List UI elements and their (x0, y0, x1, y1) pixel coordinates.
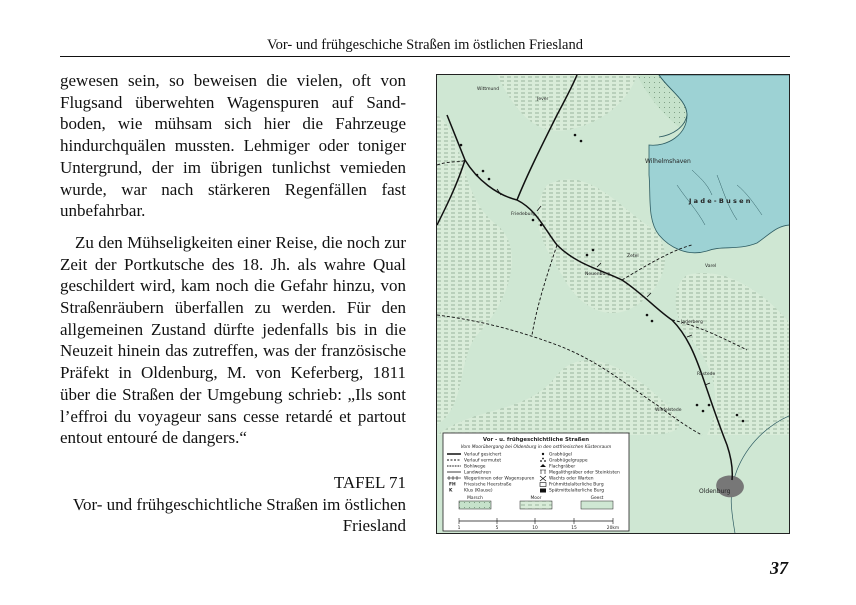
paragraph-2: Zu den Mühseligkeiten einer Reise, die noch zur Zeit der Portkutsche des 18. Jh. als wahre Qual geschildert wird, kam noch die Gefahr hinzu, von Straßenräubern überfallen zu werden. Für den allgemeinen Zustand dürfte jedenfalls bis in die Neuzeit hinein das zutreffen, was der französische Präfekt in Oldenburg, M. von Keferberg, 1811 über die Straßen der Umgebung schrieb: „Ils sont l’effroi du voyageur sans cesse retardé et partout entout entouré de dangers.“ (60, 232, 406, 448)
label-jaderberg: Jaderberg (681, 320, 703, 325)
label-zetel: Zetel (627, 254, 639, 259)
legend-title: Vor - u. frühgeschichtliche Straßen (482, 437, 590, 443)
running-header: Vor- und frühgeschiche Straßen im östlichen Friesland (267, 37, 583, 53)
legend-soil-geest: Geest (590, 496, 604, 501)
plate-title: Vor- und frühgeschichtliche Straßen im östlichen Friesland (72, 494, 406, 536)
label-oldenburg: Oldenburg (699, 488, 731, 495)
legend-right-1: Grabhügelgruppe (549, 458, 588, 464)
paragraph-1: gewesen sein, so beweisen die vielen, oft von Flugsand überwehten Wagenspuren auf Sandboden, wie mühsam sich hier die Fahrzeuge hindurchquälen mussten. Lehmiger oder toniger Untergrund, der im übrigen tunlichst vemieden wurde, war nach stärkeren Regenfällen fast unbefahrbar. (60, 71, 406, 221)
legend-soil-moor: Moor (530, 496, 542, 501)
label-wilhelmshaven: Wilhelmshaven (645, 158, 691, 165)
body-text-column (60, 70, 406, 449)
legend-right-6: Spätmittelalterliche Burg (549, 488, 605, 494)
label-wittmund: Wittmund (477, 87, 500, 92)
header-rule (60, 56, 790, 57)
legend-right-2: Flachgräber (549, 464, 576, 470)
label-varel: Varel (705, 264, 717, 269)
legend-right-0: Grabhügel (549, 452, 572, 458)
scale-tick-0: 1 (457, 526, 461, 531)
label-jever: Jever (537, 97, 549, 102)
scale-tick-4: 20km (606, 526, 620, 531)
legend-left-3: Landwehren (464, 470, 491, 476)
label-friedeburg: Friedeburg (511, 212, 536, 217)
scale-tick-1: 5 (495, 526, 499, 531)
historic-road-map (436, 74, 790, 534)
legend-left-code-5: FH (449, 482, 456, 488)
plate-number: TAFEL 71 (333, 473, 406, 492)
map-drawing (437, 75, 790, 534)
legend-left-6: Klus (Klause) (464, 488, 493, 494)
legend-subtitle: Vom Moorübergang bei Oldenburg in den ostfriesischen Küstenraum (460, 445, 612, 450)
label-wiefelstede: Wiefelstede (655, 408, 682, 413)
scale-tick-3: 15 (571, 526, 577, 531)
legend-left-4: Wegeriinnen oder Wagenspuren (464, 476, 535, 482)
label-rastede: Rastede (697, 372, 716, 377)
legend-left-1: Verlauf vermutet (464, 458, 502, 464)
legend-left-code-6: K (449, 488, 453, 494)
label-neuenburg: Neuenburg (585, 272, 610, 277)
legend-left-2: Bohlwege (464, 464, 486, 470)
legend-soil-marsch: Marsch (467, 496, 483, 501)
legend-right-5: Frühmittelalterliche Burg (549, 482, 604, 488)
legend-left-0: Verlauf gesichert (464, 452, 502, 458)
map-legend (443, 433, 629, 531)
legend-left-5: Friesische Heerstraße (464, 482, 512, 488)
legend-right-3: Megalithgräber oder Steinkisten (549, 470, 620, 476)
figure-caption (60, 472, 406, 537)
page-number: 37 (770, 558, 788, 578)
label-jade-busen: J a d e - B u s e n (689, 197, 751, 205)
scale-tick-2: 10 (532, 526, 538, 531)
legend-right-4: Wachts oder Warten (549, 476, 594, 482)
